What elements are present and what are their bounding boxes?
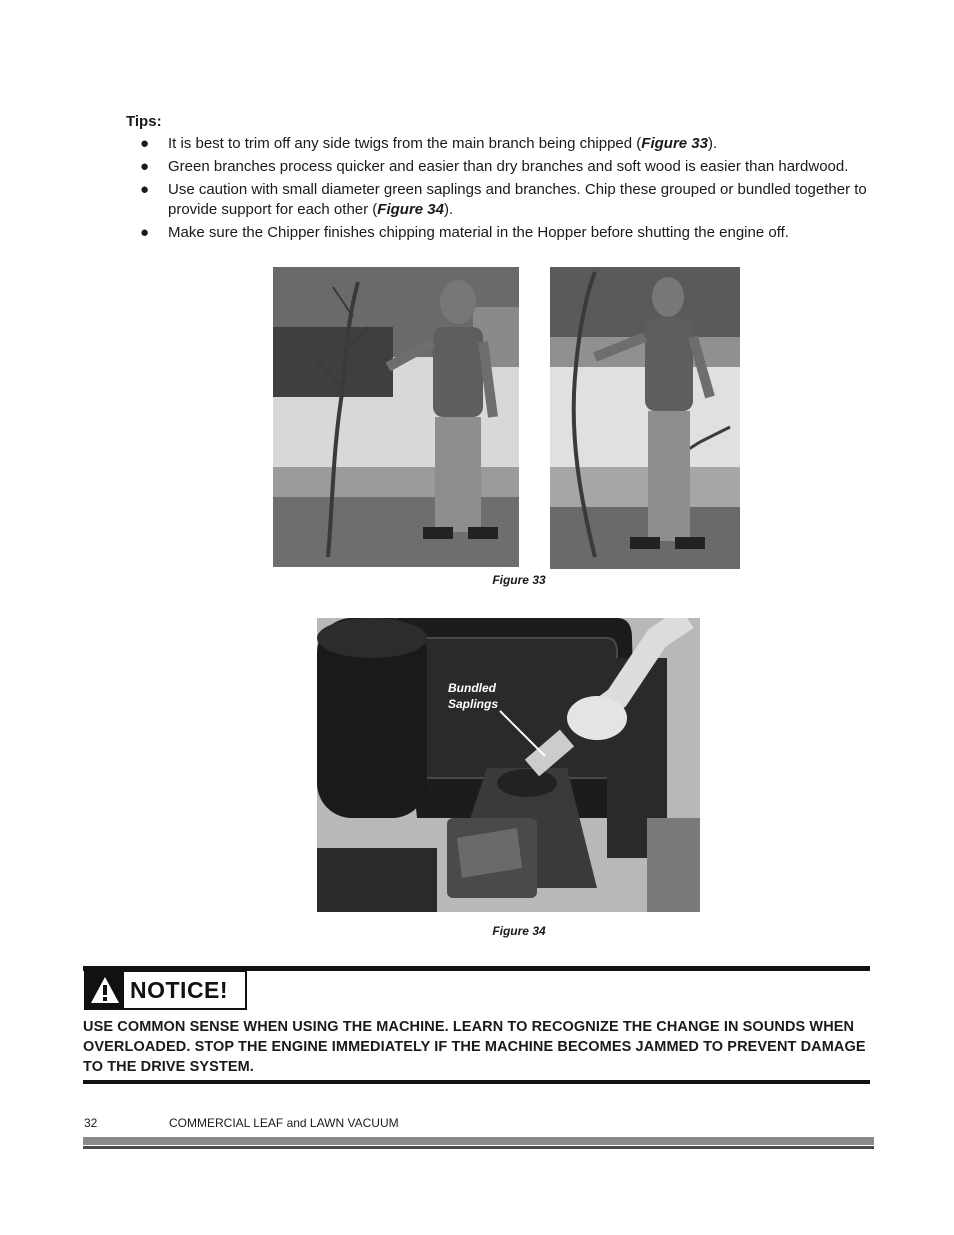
notice-bottom-rule: [83, 1080, 870, 1084]
tip-text-end: ).: [707, 135, 718, 152]
warning-triangle-icon: [86, 972, 124, 1008]
tip-text: Use caution with small diameter green saplings and branches. Chip these grouped or bundled together to provide support for each other (: [168, 181, 867, 218]
tip-text: Make sure the Chipper finishes chipping material in the Hopper before shutting the engine off.: [168, 224, 789, 241]
tip-text: It is best to trim off any side twigs from the main branch being chipped (: [168, 135, 642, 152]
footer-bar: [83, 1137, 874, 1145]
figure-reference: Figure 33: [641, 135, 708, 152]
footer-bar-dark: [83, 1146, 874, 1149]
callout-line: Bundled: [448, 681, 496, 695]
list-item: [140, 180, 880, 220]
figure-reference: Figure 34: [377, 201, 444, 218]
notice-body: USE COMMON SENSE WHEN USING THE MACHINE. LEARN TO RECOGNIZE THE CHANGE IN SOUNDS WHEN OVERLOADED. STOP THE ENGINE IMMEDIATELY IF THE MACHINE BECOMES JAMMED TO PREVENT DAMAGE TO THE DRIVE SYSTEM.: [83, 1019, 866, 1075]
figure-34-photo: [317, 618, 700, 912]
bullet-icon: ●: [140, 181, 150, 198]
bullet-icon: ●: [140, 158, 150, 175]
figure-33-photo-left: [273, 267, 519, 567]
list-item: [140, 157, 880, 177]
tip-text: Green branches process quicker and easier than dry branches and soft wood is easier than hardwood.: [168, 158, 849, 175]
bullet-icon: ●: [140, 135, 150, 152]
figure-33-photo-right: [550, 267, 740, 569]
tips-heading: Tips:: [126, 113, 162, 130]
list-item: [140, 134, 880, 154]
page-number: 32: [84, 1116, 98, 1130]
notice-banner: [84, 970, 247, 1010]
footer-title: COMMERCIAL LEAF and LAWN VACUUM: [169, 1116, 399, 1130]
bullet-icon: ●: [140, 224, 150, 241]
figure-33-caption: Figure 33: [492, 573, 546, 587]
list-item: [140, 223, 880, 243]
callout-line: Saplings: [448, 697, 499, 711]
figure-34-caption: Figure 34: [492, 924, 546, 938]
notice-label: NOTICE!: [130, 976, 229, 1003]
bundled-saplings-callout: [448, 680, 498, 712]
tip-text-end: ).: [443, 201, 454, 218]
tips-list: [140, 134, 880, 246]
